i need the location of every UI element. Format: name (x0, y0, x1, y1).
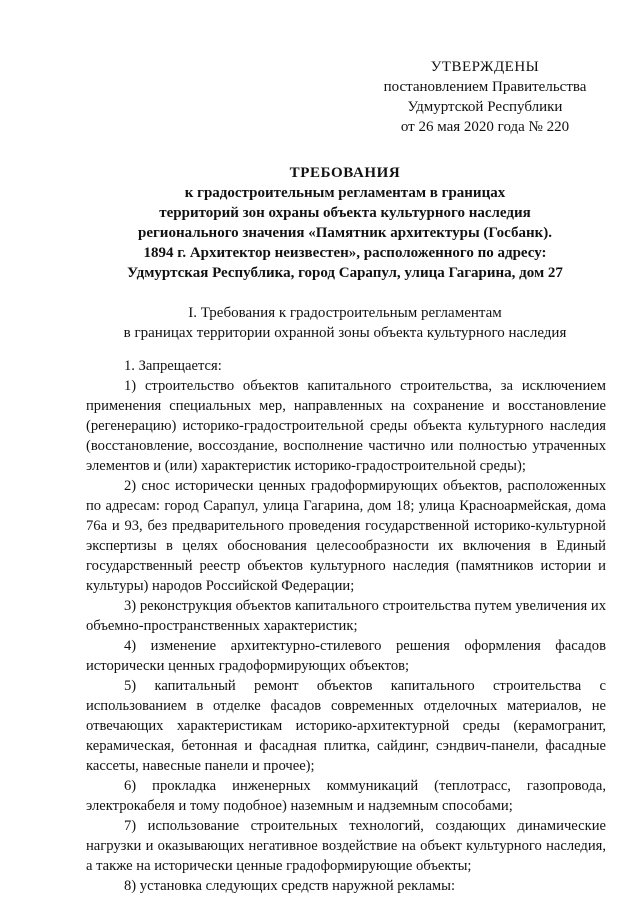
list-item: 5) капитальный ремонт объектов капитального строительства с использованием в отделке фасадов современных отделочных материалов, не отвечающих характеристикам историко-архитектурной среды (керамогранит, керамическая, бетонная и фасадная плитка, сайдинг, сэндвич-панели, фасадные кассеты, навесные панели и прочее); (86, 678, 606, 774)
title-line: 1894 г. Архитектор неизвестен», расположенного по адресу: (143, 245, 547, 261)
section-heading-line: в границах территории охранной зоны объекта культурного наследия (123, 325, 567, 341)
approval-region: Удмуртской Республики (407, 99, 563, 115)
section-heading (80, 303, 610, 343)
list-item: 1) строительство объектов капитального строительства, за исключением применения специальных мер, направленных на сохранение и восстановление (регенерацию) историко-градостроительной среды объекта культурного наследия (восстановление, воссоздание, восполнение частично или полностью утраченных элементов и (или) характеристик историко-градостроительной среды); (86, 378, 606, 474)
section-heading-line: I. Требования к градостроительным регламентам (188, 305, 502, 321)
approval-heading: УТВЕРЖДЕНЫ (430, 59, 540, 75)
list-item: 7) использование строительных технологий, создающих динамические нагрузки и оказывающих негативное воздействие на объект культурного наследия, а также на исторически ценные градоформирующие объекты; (86, 818, 606, 874)
list-item-prohibited: 1. Запрещается: (124, 358, 222, 374)
approval-date-number: от 26 мая 2020 года № 220 (400, 119, 570, 135)
list-item: 2) снос исторически ценных градоформирующих объектов, расположенных по адресам: город Сарапул, улица Гагарина, дом 18; улица Красноармейская, дома 76а и 93, без предварительного проведения государственной историко-культурной экспертизы в целях обоснования целесообразности их включения в Единый государственный реестр объектов культурного наследия (памятников истории и культуры) народов Российской Федерации; (86, 478, 606, 594)
list-item: 8) установка следующих средств наружной рекламы: (124, 878, 456, 894)
title-line: территорий зон охраны объекта культурного наследия (159, 205, 531, 221)
document-body (86, 356, 606, 896)
title-heading: ТРЕБОВАНИЯ (289, 165, 401, 181)
title-line: к градостроительным регламентам в границах (184, 185, 506, 201)
approval-stamp (360, 57, 610, 137)
document-title (80, 163, 610, 283)
list-item: 3) реконструкция объектов капитального строительства путем увеличения их объемно-пространственных характеристик; (86, 598, 606, 634)
title-line: Удмуртская Республика, город Сарапул, улица Гагарина, дом 27 (127, 265, 563, 281)
list-item: 6) прокладка инженерных коммуникаций (теплотрасс, газопровода, электрокабеля и тому подобное) наземным и надземным способами; (86, 778, 606, 814)
list-item: 4) изменение архитектурно-стилевого решения оформления фасадов исторически ценных градоформирующих объектов; (86, 638, 606, 674)
title-line: регионального значения «Памятник архитектуры (Госбанк). (137, 225, 552, 241)
approval-authority: постановлением Правительства (383, 79, 587, 95)
